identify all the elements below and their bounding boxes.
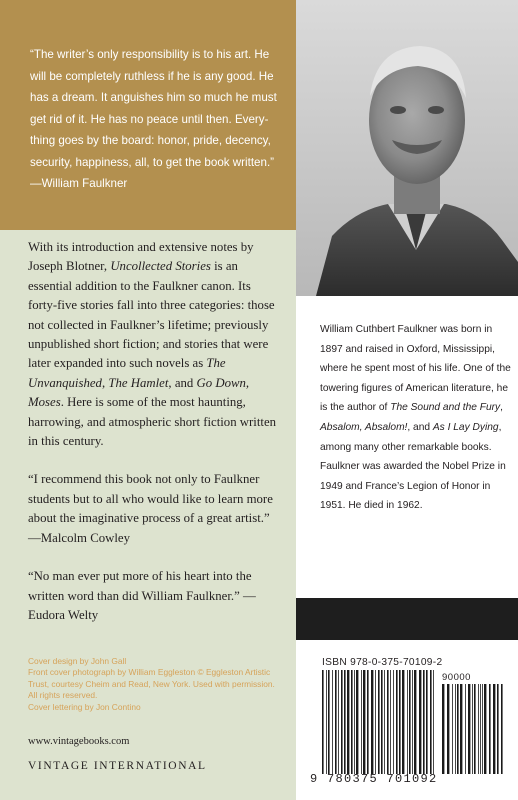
cover-credits [28,656,280,713]
barcode-bar [335,670,337,774]
barcode-bar [460,684,462,774]
author-portrait-image [296,0,518,296]
blurb-attribution: —Malcolm Cowley [28,530,131,545]
barcode-bar [332,670,333,774]
barcode-bar [328,670,330,774]
author-photo [296,0,518,296]
credit-lettering: Cover lettering by Jon Contino [28,701,141,712]
barcode-bar [452,684,453,774]
price-addon-number: 90000 [442,672,471,683]
right-column [296,0,518,800]
description-paragraph [28,238,278,451]
ean-number: 9 780375 701092 [310,772,438,786]
bio-text: , among many other remarkable books. Faulkner was awarded the Nobel Prize in 1949 and France’s Legion of Honor in 1951. He died in 1962. [320,421,506,512]
description-body [28,238,278,644]
barcode-bar [375,670,376,774]
barcode-bar [489,684,491,774]
barcode-bar [347,670,349,774]
barcode-bar [361,670,362,774]
barcode-bar [367,670,369,774]
publisher-imprint: VINTAGE INTERNATIONAL [28,760,207,772]
barcode-bar [351,670,353,774]
barcode-bar [480,684,481,774]
cowley-blurb [28,470,278,548]
barcode-bar [341,670,343,774]
description-text: , [101,375,109,390]
author-quote: “The writer’s only responsibility is to his art. He will be completely ruthless if he is any good. He has a dream. It anguishes him so much he must get rid of it. He has no peace until then. Every-thing goes by the board: honor, pride, decency, security, happiness, all, to get the book written.” —William Faulkner [30,48,277,190]
barcode-bar [426,670,428,774]
barcode-bar [455,684,456,774]
barcode-bar [484,684,486,774]
description-text: With its introduction and extensive notes by Joseph Blotner, [28,240,254,274]
welty-blurb: “No man ever put more of his heart into the written word than did William Faulkner.” —Eudora Welty [28,569,256,622]
barcode-bar [363,670,365,774]
barcode-bar [407,670,408,774]
book-title: Absalom, Absalom! [320,421,408,433]
barcode-bar [442,684,444,774]
barcode-bar [474,684,476,774]
barcode-bar [501,684,503,774]
description-text: , and [168,375,197,390]
description-text: . Here is some of the most haunting, harrowing, and atmospheric short fiction written in this century. [28,395,277,449]
book-title: Go Down, Moses [28,375,250,410]
barcode-bar [326,670,327,774]
description-text: is an essential addition to the Faulkner canon. Its forty-five stories fall into three categories: those not collected in Faulkner’s lifetime; previously unpublished short fiction; and stories that were later expanded into such novels as [28,259,275,371]
barcode-bar [384,670,385,774]
isbn-label: ISBN 978-0-375-70109-2 [322,657,443,668]
barcode-bar [419,670,421,774]
barcode-bar [430,670,432,774]
barcode-bar [493,684,495,774]
barcode-bar [433,670,434,774]
barcode-bar [338,670,339,774]
black-band [296,598,518,640]
barcode-bar [356,670,358,774]
book-title: The Sound and the Fury [390,402,501,414]
ean-barcode [322,670,436,774]
barcode-bar [399,670,401,774]
quote-panel [0,0,296,230]
bio-text: William Cuthbert Faulkner was born in 1897 and raised in Oxford, Mississippi, where he spent most of his life. One of the towering figures of American literature, he is the author of [320,324,511,414]
bio-text: , [500,402,503,414]
barcode-bar [393,670,394,774]
barcode-bar [371,670,373,774]
barcode-bar [497,684,499,774]
barcode-bar [378,670,380,774]
barcode-bar [482,684,483,774]
credit-photo: Front cover photograph by William Eggleston © Eggleston Artistic Trust, courtesy Cheim and Read, New York. Used with permission. All rights reserved. [28,667,275,701]
barcode-bar [472,684,473,774]
author-bio [320,320,512,516]
barcode-bar [478,684,479,774]
book-title: The Hamlet [108,375,169,390]
barcode-bar [447,684,449,774]
addon-barcode [442,684,506,774]
barcode-bar [396,670,398,774]
bio-text: , and [407,421,433,433]
book-title: Uncollected Stories [110,259,211,274]
barcode-bar [457,684,459,774]
barcode-bar [414,670,416,774]
description-panel [0,230,296,800]
barcode-bar [409,670,411,774]
blurb-text: “I recommend this book not only to Faulkner students but to all who would like to learn more about the imaginative process of a great artist.” [28,472,273,526]
credit-design: Cover design by John Gall [28,656,127,666]
publisher-website: www.vintagebooks.com [28,736,130,747]
book-title: As I Lay Dying [432,421,499,433]
barcode-bar [423,670,425,774]
barcode-bar [387,670,389,774]
barcode-bar [344,670,346,774]
barcode-bar [354,670,355,774]
barcode-bar [381,670,383,774]
book-title: The Unvanquished [28,356,226,390]
barcode-bar [468,684,470,774]
barcode-bar [412,670,413,774]
barcode-bar [390,670,391,774]
barcode-bar [402,670,404,774]
barcode-bar [322,670,324,774]
barcode-bar [465,684,466,774]
